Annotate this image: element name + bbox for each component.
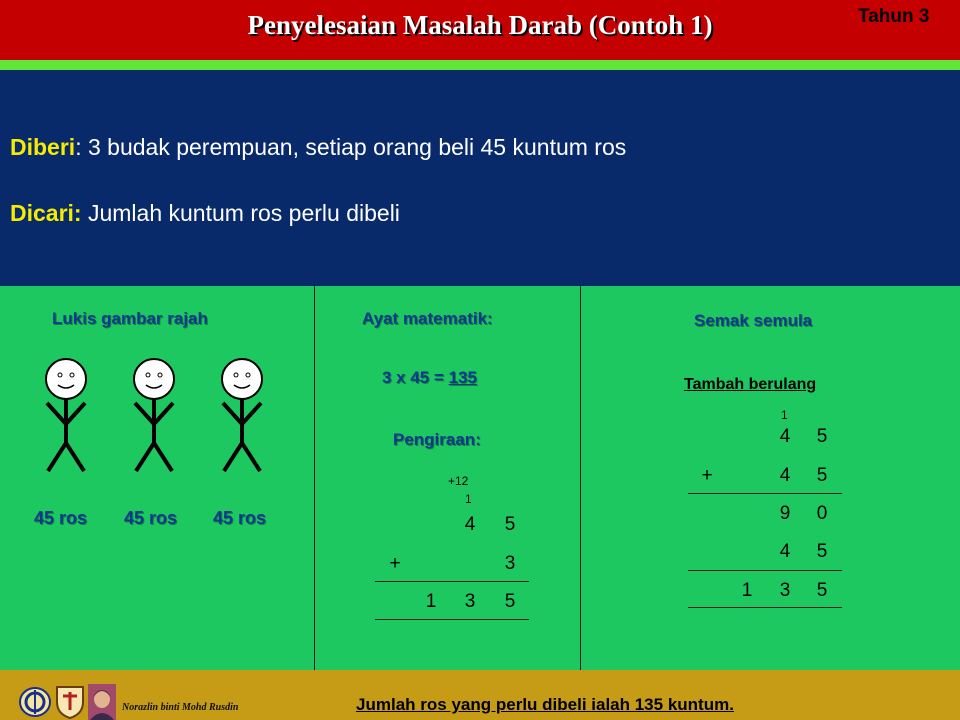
- given-label: Diberi: [10, 134, 76, 160]
- carry-mid: 1: [465, 492, 472, 506]
- author-name: Norazlin binti Mohd Rusdin: [122, 702, 239, 713]
- figure-label: 45 ros: [213, 508, 267, 528]
- subtotal-line: [688, 493, 842, 494]
- figure-label: 45 ros: [34, 508, 88, 528]
- digit: 5: [816, 426, 828, 447]
- digit: 4: [779, 541, 791, 562]
- given-statement: [10, 134, 626, 161]
- stick-figures: [0, 350, 314, 480]
- digit: 4: [464, 514, 476, 535]
- digit: 4: [779, 426, 791, 447]
- stick-figure-icon: [222, 359, 262, 471]
- calculation-heading: Pengiraan:: [393, 430, 481, 449]
- digit: 3: [504, 553, 516, 574]
- result-line: [375, 619, 529, 620]
- carry: 1: [781, 408, 788, 422]
- digit: 9: [779, 503, 791, 524]
- digit: 5: [816, 580, 828, 601]
- header-divider: [0, 60, 960, 70]
- digit: 5: [816, 541, 828, 562]
- drawing-heading: Lukis gambar rajah: [52, 309, 208, 328]
- digit: 1: [425, 591, 437, 612]
- digit: 0: [816, 503, 828, 524]
- digit: 4: [779, 465, 791, 486]
- equation-prefix: 3 x 45 =: [382, 368, 449, 387]
- digit: 5: [504, 514, 516, 535]
- carry-top: +12: [448, 474, 469, 488]
- digit: 3: [779, 580, 791, 601]
- plus-operator: +: [389, 553, 401, 574]
- sought-statement: [10, 200, 400, 227]
- sum-line: [375, 581, 529, 582]
- stick-figure-icon: [46, 359, 86, 471]
- plus-operator: +: [701, 465, 713, 486]
- digit: 3: [464, 591, 476, 612]
- digit: 5: [816, 465, 828, 486]
- stick-figure-icon: [134, 359, 174, 471]
- equation-heading: Ayat matematik:: [362, 309, 493, 328]
- column-divider-2: [580, 286, 581, 670]
- conclusion-text: Jumlah ros yang perlu dibeli ialah 135 kuntum.: [356, 695, 734, 714]
- given-text: : 3 budak perempuan, setiap orang beli 45 kuntum ros: [75, 134, 627, 160]
- page-title: Penyelesaian Masalah Darab (Contoh 1): [247, 10, 713, 40]
- equation-result: 135: [448, 368, 478, 387]
- check-heading: Semak semula: [694, 311, 813, 330]
- sought-label: Dicari:: [10, 200, 82, 226]
- repeated-addition-heading: Tambah berulang: [684, 376, 817, 393]
- problem-panel: [0, 70, 960, 286]
- column-divider-1: [314, 286, 315, 670]
- equation: [382, 368, 477, 388]
- figure-label: 45 ros: [124, 508, 178, 528]
- digit: 5: [504, 591, 516, 612]
- result-line: [688, 607, 842, 608]
- sum-line: [688, 570, 842, 571]
- grade-label: Tahun 3: [858, 6, 930, 27]
- sought-text: Jumlah kuntum ros perlu dibeli: [81, 200, 400, 226]
- digit: 1: [741, 580, 753, 601]
